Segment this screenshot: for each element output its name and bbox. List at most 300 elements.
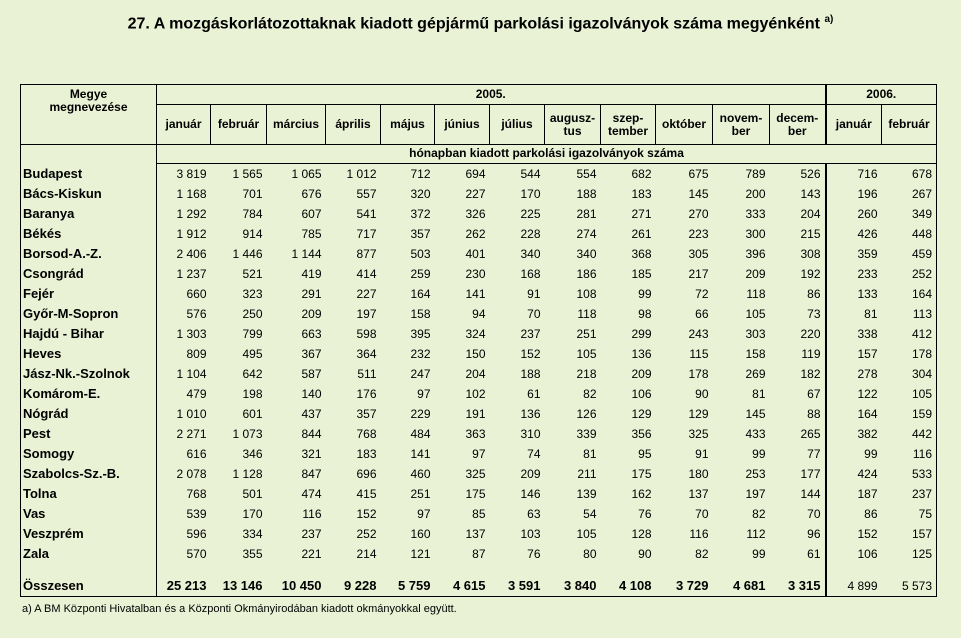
value-cell: 129 — [688, 406, 709, 421]
value-cell: 218 — [576, 366, 597, 381]
value-cell: 197 — [356, 306, 377, 321]
title-text: 27. A mozgáskorlátozottaknak kiadott gépjármű parkolási igazolványok száma megyénként — [127, 15, 820, 33]
value-cell: 433 — [745, 426, 766, 441]
value-cell: 325 — [465, 466, 486, 481]
table-row — [21, 404, 937, 424]
value-cell: 349 — [911, 206, 932, 221]
county-name: Somogy — [21, 444, 157, 464]
table-row — [21, 384, 937, 404]
value-cell: 209 — [631, 366, 652, 381]
value-cell: 73 — [807, 306, 821, 321]
value-cell: 539 — [186, 506, 207, 521]
month-header-line: március — [272, 117, 320, 132]
month-header — [656, 105, 713, 145]
value-cell: 74 — [527, 446, 541, 461]
month-header-line: február — [888, 117, 930, 132]
value-cell: 678 — [911, 166, 932, 181]
spacer-cell — [211, 564, 267, 576]
county-name: Nógrád — [21, 404, 157, 424]
value-cell: 188 — [520, 366, 541, 381]
value-cell: 230 — [465, 266, 486, 281]
value-cell: 103 — [520, 526, 541, 541]
value-cell: 682 — [631, 166, 652, 181]
value-cell: 511 — [357, 366, 377, 381]
month-header-line: október — [661, 117, 706, 132]
value-cell: 412 — [911, 326, 932, 341]
month-header — [435, 105, 490, 145]
value-cell: 214 — [356, 546, 377, 561]
value-cell: 76 — [527, 546, 541, 561]
data-table — [20, 84, 937, 597]
value-cell: 1 073 — [232, 426, 263, 441]
value-cell: 54 — [583, 506, 597, 521]
value-cell: 118 — [577, 306, 597, 321]
value-cell: 106 — [826, 544, 882, 564]
value-cell: 198 — [242, 386, 263, 401]
value-cell: 660 — [186, 286, 207, 301]
value-cell: 474 — [301, 486, 322, 501]
value-cell: 168 — [520, 266, 541, 281]
value-cell: 382 — [826, 424, 882, 444]
county-name: Szabolcs-Sz.-B. — [21, 464, 157, 484]
spacer-cell — [490, 564, 545, 576]
month-header-line: február — [217, 117, 260, 132]
value-cell: 1 065 — [291, 166, 322, 181]
value-cell: 2 406 — [176, 246, 207, 261]
month-header — [157, 105, 211, 145]
table-row — [21, 544, 937, 564]
subtitle-header: hónapban kiadott parkolási igazolványok száma — [157, 145, 937, 164]
value-cell: 278 — [826, 364, 882, 384]
value-cell: 126 — [576, 406, 597, 421]
value-cell: 192 — [800, 266, 821, 281]
value-cell: 145 — [688, 186, 709, 201]
total-value: 13 146 — [211, 576, 267, 597]
value-cell: 1 446 — [232, 246, 263, 261]
value-cell: 339 — [576, 426, 597, 441]
value-cell: 178 — [688, 366, 709, 381]
value-cell: 338 — [826, 324, 882, 344]
value-cell: 247 — [410, 366, 431, 381]
total-value: 4 899 — [826, 576, 882, 597]
value-cell: 576 — [186, 306, 207, 321]
month-header-line: január — [835, 117, 872, 132]
value-cell: 526 — [800, 166, 821, 181]
value-cell: 209 — [301, 306, 322, 321]
value-cell: 82 — [583, 386, 597, 401]
value-cell: 159 — [911, 406, 932, 421]
month-header — [826, 105, 882, 145]
value-cell: 1 128 — [232, 466, 263, 481]
value-cell: 260 — [826, 204, 882, 224]
total-value: 9 228 — [326, 576, 381, 597]
value-cell: 97 — [472, 446, 486, 461]
value-cell: 137 — [688, 486, 709, 501]
month-header — [601, 105, 656, 145]
value-cell: 768 — [186, 486, 207, 501]
value-cell: 116 — [302, 506, 322, 521]
value-cell: 308 — [800, 246, 821, 261]
value-cell: 70 — [527, 306, 541, 321]
county-subheader-blank — [21, 145, 157, 164]
value-cell: 426 — [826, 224, 882, 244]
table-row — [21, 484, 937, 504]
value-cell: 86 — [807, 286, 821, 301]
spacer-cell — [545, 564, 601, 576]
value-cell: 442 — [911, 426, 932, 441]
value-cell: 95 — [638, 446, 652, 461]
value-cell: 137 — [465, 526, 486, 541]
value-cell: 785 — [301, 226, 322, 241]
value-cell: 541 — [356, 206, 377, 221]
table-row — [21, 264, 937, 284]
value-cell: 717 — [356, 226, 377, 241]
value-cell: 305 — [688, 246, 709, 261]
value-cell: 118 — [746, 286, 766, 301]
county-name: Heves — [21, 344, 157, 364]
value-cell: 270 — [688, 206, 709, 221]
value-cell: 320 — [410, 186, 431, 201]
value-cell: 90 — [638, 546, 652, 561]
value-cell: 809 — [186, 346, 207, 361]
county-name: Győr-M-Sopron — [21, 304, 157, 324]
value-cell: 157 — [911, 526, 932, 541]
value-cell: 459 — [911, 246, 932, 261]
value-cell: 133 — [826, 284, 882, 304]
table-row — [21, 284, 937, 304]
value-cell: 259 — [410, 266, 431, 281]
value-cell: 196 — [826, 184, 882, 204]
value-cell: 484 — [410, 426, 431, 441]
total-value: 4 108 — [601, 576, 656, 597]
value-cell: 325 — [688, 426, 709, 441]
value-cell: 267 — [911, 186, 932, 201]
value-cell: 141 — [465, 286, 486, 301]
value-cell: 150 — [465, 346, 486, 361]
month-header — [211, 105, 267, 145]
value-cell: 220 — [800, 326, 821, 341]
value-cell: 86 — [826, 504, 882, 524]
county-name: Baranya — [21, 204, 157, 224]
total-value: 4 615 — [435, 576, 490, 597]
county-name: Hajdú - Bihar — [21, 324, 157, 344]
month-header-line: június — [444, 117, 480, 132]
value-cell: 533 — [911, 466, 932, 481]
table-row — [21, 464, 937, 484]
total-value: 25 213 — [157, 576, 211, 597]
value-cell: 334 — [242, 526, 263, 541]
value-cell: 333 — [745, 206, 766, 221]
table-row — [21, 184, 937, 204]
value-cell: 2 078 — [176, 466, 207, 481]
value-cell: 164 — [410, 286, 431, 301]
value-cell: 847 — [301, 466, 322, 481]
value-cell: 175 — [631, 466, 652, 481]
value-cell: 1 292 — [176, 206, 207, 221]
value-cell: 87 — [472, 546, 486, 561]
value-cell: 121 — [410, 546, 431, 561]
value-cell: 77 — [807, 446, 821, 461]
value-cell: 183 — [356, 446, 377, 461]
value-cell: 1 010 — [176, 406, 207, 421]
county-name: Tolna — [21, 484, 157, 504]
spacer-cell — [435, 564, 490, 576]
value-cell: 227 — [465, 186, 486, 201]
value-cell: 356 — [631, 426, 652, 441]
value-cell: 144 — [800, 486, 821, 501]
month-header-line: tember — [607, 123, 648, 138]
value-cell: 232 — [410, 346, 431, 361]
value-cell: 99 — [638, 286, 652, 301]
value-cell: 1 237 — [176, 266, 207, 281]
value-cell: 170 — [520, 186, 541, 201]
value-cell: 90 — [695, 386, 709, 401]
value-cell: 768 — [356, 426, 377, 441]
value-cell: 367 — [301, 346, 322, 361]
value-cell: 716 — [826, 163, 882, 184]
value-cell: 237 — [911, 486, 932, 501]
value-cell: 607 — [301, 206, 322, 221]
value-cell: 96 — [807, 526, 821, 541]
value-cell: 122 — [826, 384, 882, 404]
value-cell: 170 — [242, 506, 263, 521]
value-cell: 119 — [801, 346, 821, 361]
value-cell: 81 — [826, 304, 882, 324]
county-column-header — [21, 85, 157, 145]
table-row — [21, 324, 937, 344]
value-cell: 799 — [242, 326, 263, 341]
value-cell: 106 — [631, 386, 652, 401]
value-cell: 152 — [520, 346, 541, 361]
value-cell: 253 — [745, 466, 766, 481]
value-cell: 129 — [631, 406, 652, 421]
value-cell: 495 — [242, 346, 263, 361]
value-cell: 554 — [576, 166, 597, 181]
table-row — [21, 163, 937, 184]
value-cell: 675 — [688, 166, 709, 181]
value-cell: 88 — [807, 406, 821, 421]
value-cell: 105 — [911, 386, 932, 401]
value-cell: 75 — [918, 506, 932, 521]
spacer-cell — [656, 564, 713, 576]
value-cell: 1 104 — [176, 366, 207, 381]
value-cell: 701 — [242, 186, 263, 201]
county-header-line: Megye — [69, 87, 108, 101]
value-cell: 271 — [631, 206, 652, 221]
total-value: 10 450 — [267, 576, 326, 597]
value-cell: 437 — [301, 406, 322, 421]
month-header — [882, 105, 937, 145]
value-cell: 139 — [576, 486, 597, 501]
value-cell: 261 — [631, 226, 652, 241]
value-cell: 116 — [912, 446, 932, 461]
county-name: Veszprém — [21, 524, 157, 544]
value-cell: 229 — [410, 406, 431, 421]
value-cell: 145 — [745, 406, 766, 421]
value-cell: 414 — [356, 266, 377, 281]
value-cell: 91 — [695, 446, 709, 461]
value-cell: 262 — [465, 226, 486, 241]
value-cell: 70 — [807, 506, 821, 521]
value-cell: 177 — [800, 466, 821, 481]
value-cell: 557 — [356, 186, 377, 201]
value-cell: 303 — [745, 326, 766, 341]
spacer-cell — [770, 564, 826, 576]
value-cell: 676 — [301, 186, 322, 201]
county-name: Borsod-A.-Z. — [21, 244, 157, 264]
value-cell: 237 — [520, 326, 541, 341]
value-cell: 252 — [356, 526, 377, 541]
value-cell: 99 — [752, 546, 766, 561]
value-cell: 82 — [752, 506, 766, 521]
month-header-line: decem- — [776, 110, 819, 125]
value-cell: 102 — [465, 386, 486, 401]
value-cell: 125 — [911, 546, 932, 561]
value-cell: 346 — [242, 446, 263, 461]
value-cell: 98 — [638, 306, 652, 321]
value-cell: 225 — [520, 206, 541, 221]
value-cell: 136 — [631, 346, 652, 361]
total-label: Összesen — [21, 576, 157, 597]
value-cell: 97 — [417, 386, 431, 401]
county-name: Komárom-E. — [21, 384, 157, 404]
value-cell: 81 — [752, 386, 766, 401]
value-cell: 696 — [356, 466, 377, 481]
value-cell: 616 — [186, 446, 207, 461]
value-cell: 712 — [410, 166, 431, 181]
value-cell: 223 — [688, 226, 709, 241]
value-cell: 364 — [356, 346, 377, 361]
value-cell: 1 912 — [176, 226, 207, 241]
value-cell: 359 — [826, 244, 882, 264]
total-value: 5 573 — [882, 576, 937, 597]
value-cell: 274 — [576, 226, 597, 241]
value-cell: 357 — [356, 406, 377, 421]
month-header-line: szep- — [612, 110, 644, 125]
value-cell: 91 — [527, 286, 541, 301]
table-row — [21, 524, 937, 544]
month-header-line: április — [335, 117, 371, 132]
value-cell: 228 — [520, 226, 541, 241]
month-header — [770, 105, 826, 145]
value-cell: 355 — [242, 546, 263, 561]
value-cell: 187 — [826, 484, 882, 504]
county-name: Jász-Nk.-Szolnok — [21, 364, 157, 384]
value-cell: 448 — [911, 226, 932, 241]
value-cell: 310 — [520, 426, 541, 441]
value-cell: 204 — [465, 366, 486, 381]
value-cell: 61 — [527, 386, 541, 401]
value-cell: 544 — [520, 166, 541, 181]
value-cell: 415 — [356, 486, 377, 501]
value-cell: 221 — [301, 546, 322, 561]
value-cell: 503 — [410, 246, 431, 261]
spacer-cell — [157, 564, 211, 576]
county-name: Pest — [21, 424, 157, 444]
value-cell: 113 — [912, 306, 932, 321]
page-title — [0, 14, 961, 33]
value-cell: 326 — [465, 206, 486, 221]
value-cell: 789 — [745, 166, 766, 181]
value-cell: 158 — [410, 306, 431, 321]
spacer-cell — [826, 564, 882, 576]
value-cell: 204 — [800, 206, 821, 221]
value-cell: 105 — [576, 346, 597, 361]
total-row — [21, 576, 937, 597]
spacer-cell — [601, 564, 656, 576]
spacer-cell — [713, 564, 770, 576]
value-cell: 176 — [356, 386, 377, 401]
table-row — [21, 364, 937, 384]
value-cell: 112 — [746, 526, 766, 541]
value-cell: 363 — [465, 426, 486, 441]
value-cell: 164 — [911, 286, 932, 301]
value-cell: 304 — [911, 366, 932, 381]
value-cell: 209 — [745, 266, 766, 281]
value-cell: 419 — [301, 266, 322, 281]
value-cell: 191 — [465, 406, 486, 421]
value-cell: 587 — [301, 366, 322, 381]
value-cell: 844 — [301, 426, 322, 441]
value-cell: 2 271 — [176, 426, 207, 441]
value-cell: 175 — [465, 486, 486, 501]
value-cell: 182 — [800, 366, 821, 381]
table-row — [21, 344, 937, 364]
value-cell: 663 — [301, 326, 322, 341]
value-cell: 596 — [186, 526, 207, 541]
value-cell: 233 — [826, 264, 882, 284]
value-cell: 372 — [410, 206, 431, 221]
value-cell: 185 — [631, 266, 652, 281]
value-cell: 251 — [576, 326, 597, 341]
county-name: Zala — [21, 544, 157, 564]
year-2005-header: 2005. — [157, 85, 826, 105]
value-cell: 162 — [631, 486, 652, 501]
value-cell: 3 819 — [176, 166, 207, 181]
county-name: Csongrád — [21, 264, 157, 284]
month-header-line: augusz- — [549, 110, 596, 125]
value-cell: 158 — [745, 346, 766, 361]
value-cell: 265 — [800, 426, 821, 441]
value-cell: 217 — [688, 266, 709, 281]
total-value: 5 759 — [381, 576, 435, 597]
value-cell: 601 — [242, 406, 263, 421]
value-cell: 211 — [577, 466, 597, 481]
total-value: 3 840 — [545, 576, 601, 597]
value-cell: 200 — [745, 186, 766, 201]
value-cell: 243 — [688, 326, 709, 341]
spacer-cell — [381, 564, 435, 576]
value-cell: 178 — [911, 346, 932, 361]
value-cell: 61 — [807, 546, 821, 561]
value-cell: 1 012 — [346, 166, 377, 181]
value-cell: 105 — [576, 526, 597, 541]
value-cell: 642 — [242, 366, 263, 381]
spacer-cell — [882, 564, 937, 576]
total-value: 3 315 — [770, 576, 826, 597]
value-cell: 250 — [242, 306, 263, 321]
value-cell: 460 — [410, 466, 431, 481]
value-cell: 81 — [583, 446, 597, 461]
value-cell: 94 — [472, 306, 486, 321]
month-header — [326, 105, 381, 145]
value-cell: 146 — [520, 486, 541, 501]
table-row — [21, 444, 937, 464]
value-cell: 570 — [186, 546, 207, 561]
value-cell: 143 — [800, 186, 821, 201]
value-cell: 97 — [417, 506, 431, 521]
value-cell: 105 — [745, 306, 766, 321]
